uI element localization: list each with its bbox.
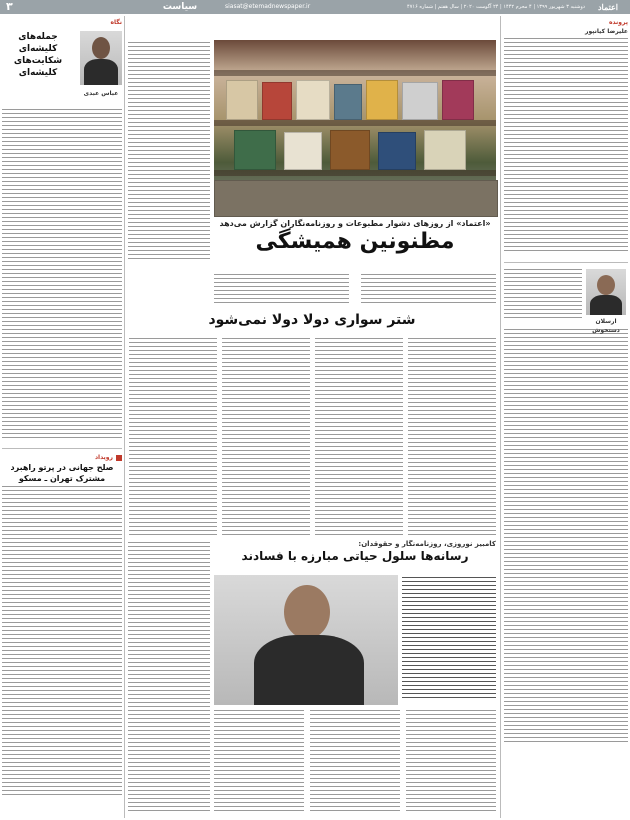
subhead-block [128,311,496,333]
newspaper-logo: اعتماد [597,2,619,12]
interview-headline-block [214,540,496,572]
author-box [504,267,628,334]
page-number: ۳ [6,0,13,13]
section-email: siasat@etemadnewspaper.ir [225,3,311,10]
newsstand-photo [214,40,496,215]
author-name: ارسلان دستخوش [592,318,620,334]
headline: مظنونین همیشگی [255,229,455,254]
columnist-name: عباس عبدی [83,90,119,97]
interview-headline: رسانه‌ها سلول حیاتی مبارزه با فسادند [241,549,469,563]
news-title: صلح جهانی در پرتو راهبرد مشترک تهران ـ مسکو [10,463,114,483]
author-photo [586,269,626,315]
opinion-title: جمله‌های کلیشه‌ای شکایت‌های کلیشه‌ای [13,32,63,78]
article-text [128,540,210,818]
opinion-header [2,27,122,107]
top-bar [0,0,630,14]
opinion-text [2,107,122,444]
article-text [504,327,628,779]
interviewee-photo [214,575,398,705]
columnist-photo [80,31,122,85]
column-divider [500,16,501,818]
column-label: نگاه [110,19,122,26]
lead-text [214,272,496,308]
section-title: سیاست [162,2,198,12]
author-name: علیرضا کیانپور [585,28,628,35]
subhead: شتر سواری دولا دولا نمی‌شود [208,312,416,328]
column-divider [124,16,125,818]
article-text [504,267,582,325]
red-square-icon [116,455,122,461]
photo-side-text [128,40,210,265]
kicker: «اعتماد» از روزهای دشوار مطبوعات و روزنامه‌نگاران گزارش می‌دهد [219,219,491,228]
interview-kicker: کامبیز نوروزی، روزنامه‌نگار و حقوقدان: [358,540,496,548]
box-label: رویداد [2,453,122,462]
article-body [128,336,496,536]
dateline: دوشنبه ۳ شهریور ۱۳۹۹ | ۴ محرم ۱۴۴۲ | ۲۴ آگوست ۲۰۲۰ | سال هفتم | شماره ۴۷۱۶ [407,4,585,10]
article-text [504,36,628,258]
headline-block [214,218,496,268]
interview-body [214,708,496,818]
left-column [2,18,122,818]
column-label: پرونده [609,19,628,26]
right-column [504,18,628,818]
interview-intro [402,575,496,705]
divider [2,448,122,449]
news-text [2,484,122,816]
divider [504,262,628,263]
